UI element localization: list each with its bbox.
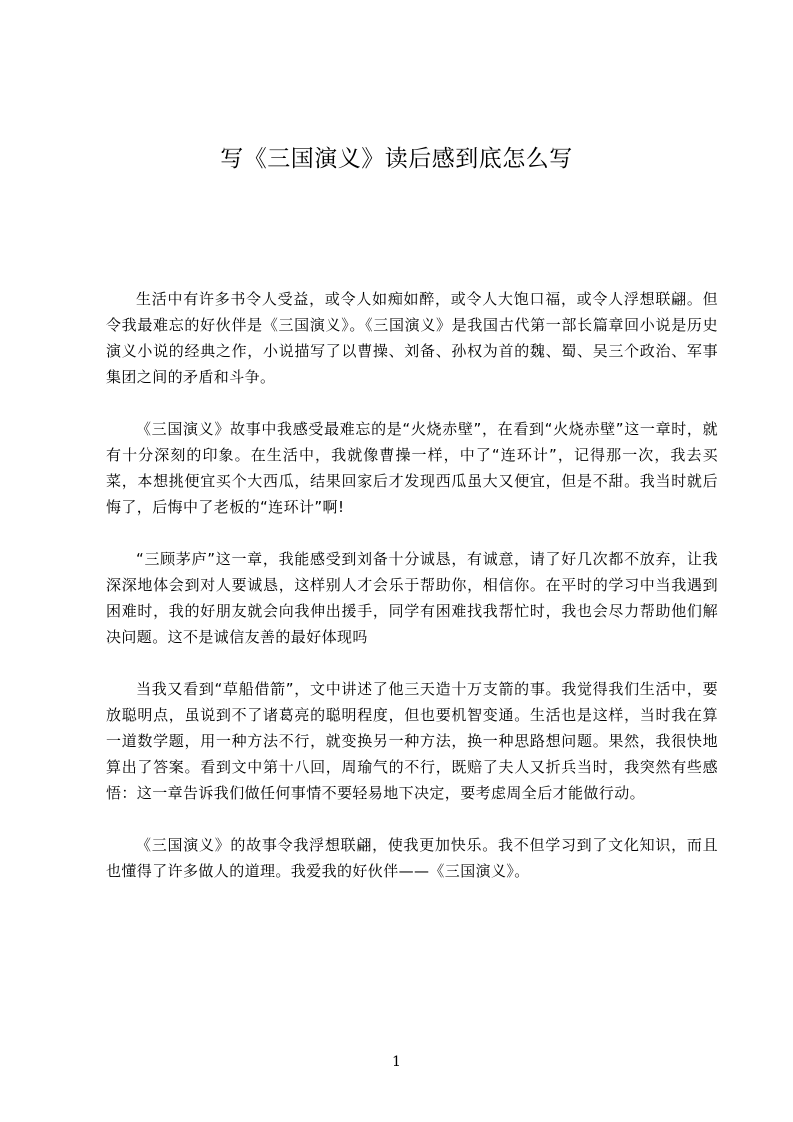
paragraph-3: “三顾茅庐”这一章，我能感受到刘备十分诚恳，有诚意，请了好几次都不放弃，让我深深地体会到对人要诚恳，这样别人才会乐于帮助你，相信你。在平时的学习中当我遇到困难时，我的好朋友就会向我伸出援手，同学有困难找我帮忙时，我也会尽力帮助他们解决问题。这不是诚信友善的最好体现吗 <box>106 550 718 646</box>
document-body <box>106 286 718 910</box>
page-number: 1 <box>392 1054 401 1070</box>
paragraph-1: 生活中有许多书令人受益，或令人如痴如醉，或令人大饱口福，或令人浮想联翩。但令我最难忘的好伙伴是《三国演义》。《三国演义》是我国古代第一部长篇章回小说是历史演义小说的经典之作，小说描写了以曹操、刘备、孙权为首的魏、蜀、吴三个政治、军事集团之间的矛盾和斗争。 <box>106 290 718 386</box>
paragraph-4: 当我又看到“草船借箭”，文中讲述了他三天造十万支箭的事。我觉得我们生活中，要放聪明点，虽说到不了诸葛亮的聪明程度，但也要机智变通。生活也是这样，当时我在算一道数学题，用一种方法不行，就变换另一种方法，换一种思路想问题。果然，我很快地算出了答案。看到文中第十八回，周瑜气的不行，既赔了夫人又折兵当时，我突然有些感悟：这一章告诉我们做任何事情不要轻易地下决定，要考虑周全后才能做行动。 <box>106 680 718 802</box>
document-title: 写《三国演义》读后感到底怎么写 <box>220 146 573 172</box>
paragraph-5: 《三国演义》的故事令我浮想联翩，使我更加快乐。我不但学习到了文化知识，而且也懂得了许多做人的道理。我爱我的好伙伴——《三国演义》。 <box>106 836 718 880</box>
paragraph-2: 《三国演义》故事中我感受最难忘的是“火烧赤壁”，在看到“火烧赤壁”这一章时，就有十分深刻的印象。在生活中，我就像曹操一样，中了“连环计”，记得那一次，我去买菜，本想挑便宜买个大西瓜，结果回家后才发现西瓜虽大又便宜，但是不甜。我当时就后悔了，后悔中了老板的“连环计”啊! <box>106 420 718 516</box>
